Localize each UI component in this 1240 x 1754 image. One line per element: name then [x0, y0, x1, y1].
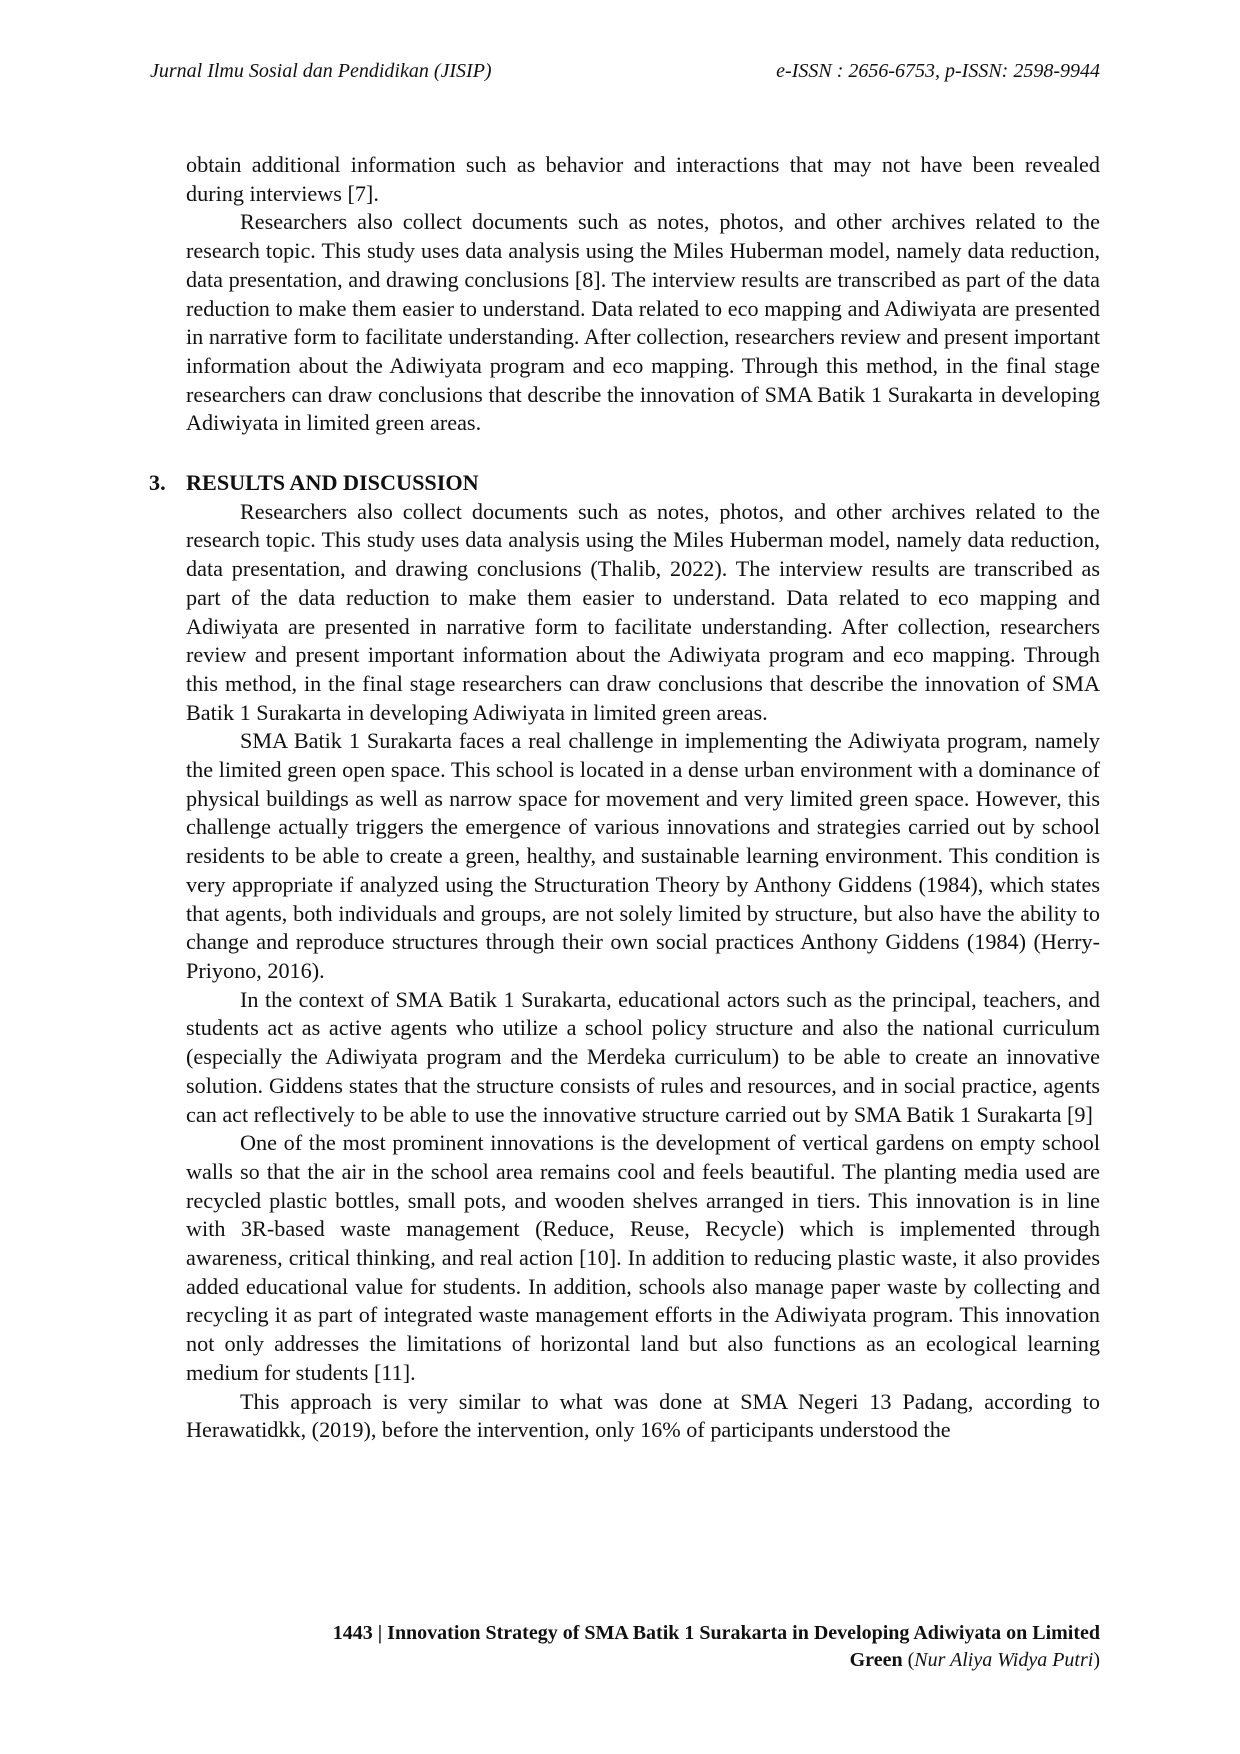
footer-line-1: 1443 | Innovation Strategy of SMA Batik 1 Surakarta in Developing Adiwiyata on Limited: [332, 1622, 1100, 1644]
issn-info: e-ISSN : 2656-6753, p-ISSN: 2598-9944: [776, 60, 1100, 82]
body-paragraph-5: In the context of SMA Batik 1 Surakarta, educational actors such as the principal, teachers, and students act as active agents who utilize a school policy structure and also the national curriculum (especially the Adiwiyata program and the Merdeka curriculum) to be able to create an innovative solution. Giddens states that the structure consists of rules and resources, and in social practice, agents can act reflectively to be able to use the innovative structure carried out by SMA Batik 1 Surakarta [9]: [186, 986, 1100, 1127]
body-paragraph-3: Researchers also collect documents such as notes, photos, and other archives related to the research topic. This study uses data analysis using the Miles Huberman model, namely data reduction, data presentation, and drawing conclusions (Thalib, 2022). The interview results are transcribed as part of the data reduction to make them easier to understand. Data related to eco mapping and Adiwiyata are presented in narrative form to facilitate understanding. After collection, researchers review and present important information about the Adiwiyata program and eco mapping. Through this method, in the final stage researchers can draw conclusions that describe the innovation of SMA Batik 1 Surakarta in developing Adiwiyata in limited green areas.: [186, 498, 1100, 725]
footer-close-paren: ): [1093, 1649, 1100, 1671]
running-header: [150, 60, 1100, 90]
body-paragraph-7: This approach is very similar to what was done at SMA Negeri 13 Padang, according to Herawatidkk, (2019), before the intervention, only 16% of participants understood the: [186, 1388, 1100, 1443]
section-title: RESULTS AND DISCUSSION: [186, 470, 479, 496]
section-number: 3.: [149, 470, 166, 496]
body-paragraph-2: Researchers also collect documents such as notes, photos, and other archives related to the research topic. This study uses data analysis using the Miles Huberman model, namely data reduction, data presentation, and drawing conclusions [8]. The interview results are transcribed as part of the data reduction to make them easier to understand. Data related to eco mapping and Adiwiyata are presented in narrative form to facilitate understanding. After collection, researchers review and present important information about the Adiwiyata program and eco mapping. Through this method, in the final stage researchers can draw conclusions that describe the innovation of SMA Batik 1 Surakarta in developing Adiwiyata in limited green areas.: [186, 209, 1100, 436]
body-paragraph-1: obtain additional information such as behavior and interactions that may not have been revealed during interviews [7].: [186, 152, 1100, 206]
body-paragraph-4: SMA Batik 1 Surakarta faces a real challenge in implementing the Adiwiyata program, namely the limited green open space. This school is located in a dense urban environment with a dominance of physical buildings as well as narrow space for movement and very limited green space. However, this challenge actually triggers the emergence of various innovations and strategies carried out by school residents to be able to create a green, healthy, and sustainable learning environment. This condition is very appropriate if analyzed using the Structuration Theory by Anthony Giddens (1984), which states that agents, both individuals and groups, are not solely limited by structure, but also have the ability to change and reproduce structures through their own social practices Anthony Giddens (1984) (Herry-Priyono, 2016).: [186, 728, 1100, 983]
page-footer: [150, 1620, 1100, 1674]
main-content: [149, 151, 1100, 1445]
body-paragraph-6: One of the most prominent innovations is the development of vertical gardens on empty school walls so that the air in the school area remains cool and feels beautiful. The planting media used are recycled plastic bottles, small pots, and wooden shelves arranged in tiers. This innovation is in line with 3R-based waste management (Reduce, Reuse, Recycle) which is implemented through awareness, critical thinking, and real action [10]. In addition to reducing plastic waste, it also provides added educational value for students. In addition, schools also manage paper waste by collecting and recycling it as part of integrated waste management efforts in the Adiwiyata program. This innovation not only addresses the limitations of horizontal land but also functions as an ecological learning medium for students [11].: [186, 1130, 1100, 1385]
footer-author: Nur Aliya Widya Putri: [914, 1649, 1094, 1671]
footer-line-2: [150, 1647, 1100, 1674]
section-heading: [149, 469, 1100, 498]
footer-title-end: Green: [849, 1649, 903, 1671]
footer-open-paren: (: [902, 1649, 915, 1671]
journal-title: Jurnal Ilmu Sosial dan Pendidikan (JISIP): [150, 60, 492, 82]
